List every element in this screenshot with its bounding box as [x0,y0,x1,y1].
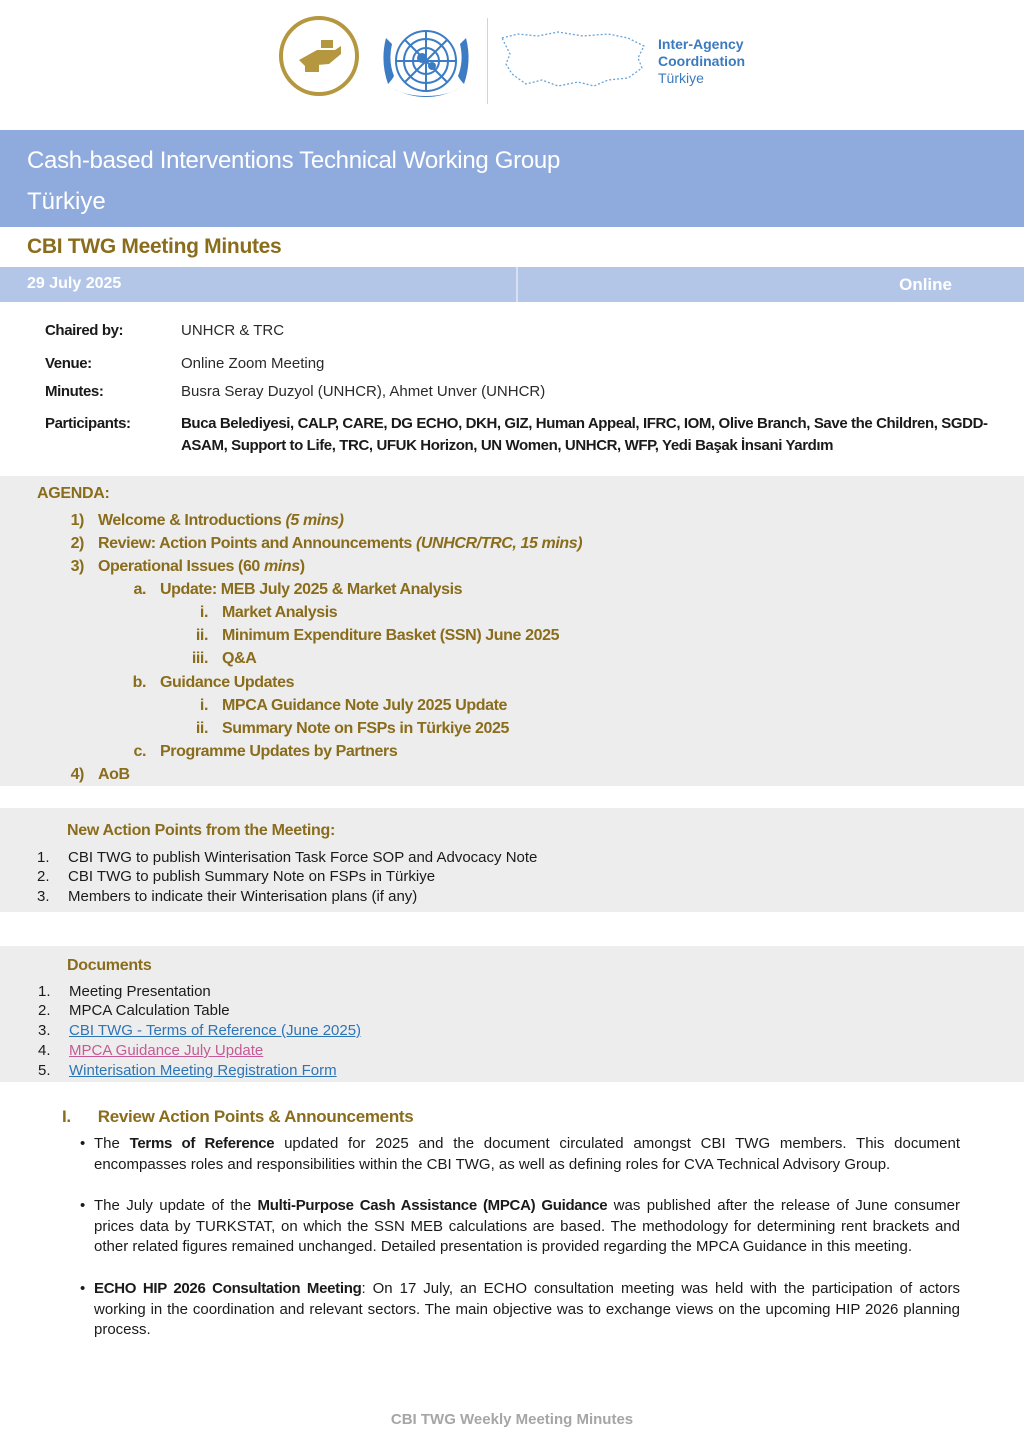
agenda-subitem [133,581,463,599]
document-item [38,983,211,1000]
venue-value: Online Zoom Meeting [181,355,325,372]
agenda-note: (UNHCR/TRC, 15 mins) [415,535,583,552]
tor-link[interactable]: CBI TWG - Terms of Reference (June 2025) [69,1022,362,1039]
list-num: 3. [38,1022,51,1039]
bullet-dot: • [80,1280,86,1297]
agenda-num: i. [199,697,208,714]
review-bullet [80,1196,960,1258]
agenda-num: i. [199,604,208,621]
list-num: 1. [38,983,51,1000]
iac-logo-text [658,36,745,87]
agenda-num: 3) [70,558,84,575]
action-point-item [37,888,418,905]
agenda-label: Operational Issues (60 [98,558,260,575]
agenda-label: Summary Note on FSPs in Türkiye 2025 [222,720,510,737]
bullet-bold: ECHO HIP 2026 Consultation Meeting [94,1280,362,1297]
venue-label: Venue: [45,355,92,372]
agenda-label: Programme Updates by Partners [160,743,398,760]
list-text: MPCA Calculation Table [69,1002,230,1019]
agenda-title: AGENDA: [37,485,110,502]
list-num: 3. [37,888,50,905]
agenda-num: iii. [191,650,208,667]
list-num: 5. [38,1062,51,1079]
page-subtitle: CBI TWG Meeting Minutes [27,235,282,258]
agenda-num: 2) [70,535,84,552]
date-band [0,267,1024,302]
agenda-subsubitem [195,720,510,738]
review-num: I. [62,1107,71,1126]
page-footer: CBI TWG Weekly Meeting Minutes [390,1411,634,1428]
agenda-subitem [133,743,398,761]
turkiye-map-logo [498,28,648,92]
iac-line1: Inter-Agency [658,36,744,52]
meeting-date: 29 July 2025 [27,275,122,292]
agenda-label: Guidance Updates [160,674,295,691]
chaired-value: UNHCR & TRC [181,322,285,339]
action-points-title: New Action Points from the Meeting: [67,822,336,839]
agenda-item [70,512,344,530]
agenda-item [70,558,305,576]
review-bullet [80,1279,960,1341]
agenda-num: ii. [195,720,208,737]
registration-form-link[interactable]: Winterisation Meeting Registration Form [69,1062,337,1079]
bullet-bold: Multi-Purpose Cash Assistance (MPCA) Guidance [257,1197,608,1214]
agenda-num: 1) [70,512,84,529]
bullet-text: updated for 2025 and the document circulated amongst CBI TWG members. This document encompasses roles and responsibilities within the CBI TWG, as well as defining roles for CVA Technical Advisory Group. [94,1135,961,1173]
iac-line3: Türkiye [658,70,704,86]
review-heading [62,1107,413,1127]
bullet-text: : On 17 July, an ECHO consultation meeting was held with the participation of actors working in the coordination and relevant sectors. The main objective was to exchange views on the upcoming HIP 2026 planning process. [94,1280,960,1339]
bullet-bold: Terms of Reference [129,1135,275,1152]
agenda-tail: ) [299,558,305,575]
agenda-subsubitem [199,697,508,715]
agenda-subitem [132,674,295,692]
meeting-mode: Online [899,275,952,294]
bullet-dot: • [80,1197,86,1214]
list-text: CBI TWG to publish Winterisation Task Force SOP and Advocacy Note [68,849,538,866]
agenda-note: mins [263,558,300,575]
action-point-item [37,849,538,866]
logo-divider [487,18,488,104]
bullet-text: was published after the release of June consumer prices data by TURKSTAT, on which the SSN MEB calculations are based. The methodology for determining rent brackets and other related figures remained unchanged. Detailed presentation is provided regarding the MPCA Guidance in this meeting. [94,1197,960,1256]
chaired-label: Chaired by: [45,322,124,339]
document-item [38,1022,362,1039]
agenda-item [70,766,130,784]
title-line2: Türkiye [27,188,106,215]
document-item [38,1042,264,1059]
list-num: 2. [38,1002,51,1019]
bullet-pre: The July update of the [94,1197,258,1214]
minutes-value: Busra Seray Duzyol (UNHCR), Ahmet Unver (UNHCR) [181,383,546,400]
title-line1: Cash-based Interventions Technical Working Group [27,147,561,174]
participants-value: Buca Belediyesi, CALP, CARE, DG ECHO, DKH, GIZ, Human Appeal, IFRC, IOM, Olive Branch, Save the Children, SGDD-ASAM, Support to Life, TRC, UFUK Horizon, UN Women, UNHCR, WFP, Yedi Başak İnsani Yardım [181,415,988,454]
agenda-subsubitem [199,604,338,622]
agenda-num: ii. [195,627,208,644]
bullet-dot: • [80,1135,86,1152]
trc-logo [279,16,359,96]
agenda-num: b. [132,674,146,691]
agenda-item [70,535,583,553]
bullet-pre: The [94,1135,130,1152]
review-title: Review Action Points & Announcements [97,1107,414,1126]
iac-line2: Coordination [658,53,746,69]
agenda-subsubitem [195,627,560,645]
agenda-label: Minimum Expenditure Basket (SSN) June 2025 [222,627,560,644]
mpca-guidance-link[interactable]: MPCA Guidance July Update [69,1042,264,1059]
list-num: 2. [37,868,50,885]
list-text: Members to indicate their Winterisation plans (if any) [68,888,418,905]
title-band [0,130,1024,227]
agenda-label: Market Analysis [222,604,338,621]
list-text: CBI TWG to publish Summary Note on FSPs in Türkiye [68,868,436,885]
document-item [38,1002,230,1019]
review-bullet [80,1134,960,1175]
agenda-num: 4) [70,766,84,783]
participants-label: Participants: [45,415,131,432]
agenda-label: Review: Action Points and Announcements [98,535,412,552]
agenda-note: (5 mins) [285,512,344,529]
agenda-num: a. [133,581,146,598]
minutes-label: Minutes: [45,383,104,400]
list-text: Meeting Presentation [69,983,211,1000]
documents-title: Documents [67,957,152,974]
action-point-item [37,868,436,885]
agenda-num: c. [133,743,146,760]
document-item [38,1062,337,1079]
agenda-label: MPCA Guidance Note July 2025 Update [222,697,508,714]
agenda-subsubitem [191,650,257,668]
agenda-label: Welcome & Introductions [98,512,282,529]
un-emblem-logo [376,18,476,104]
agenda-label: AoB [98,766,130,783]
list-num: 1. [37,849,50,866]
list-num: 4. [38,1042,51,1059]
agenda-label: Update: MEB July 2025 & Market Analysis [160,581,463,598]
agenda-label: Q&A [222,650,257,667]
date-band-separator [516,267,518,302]
